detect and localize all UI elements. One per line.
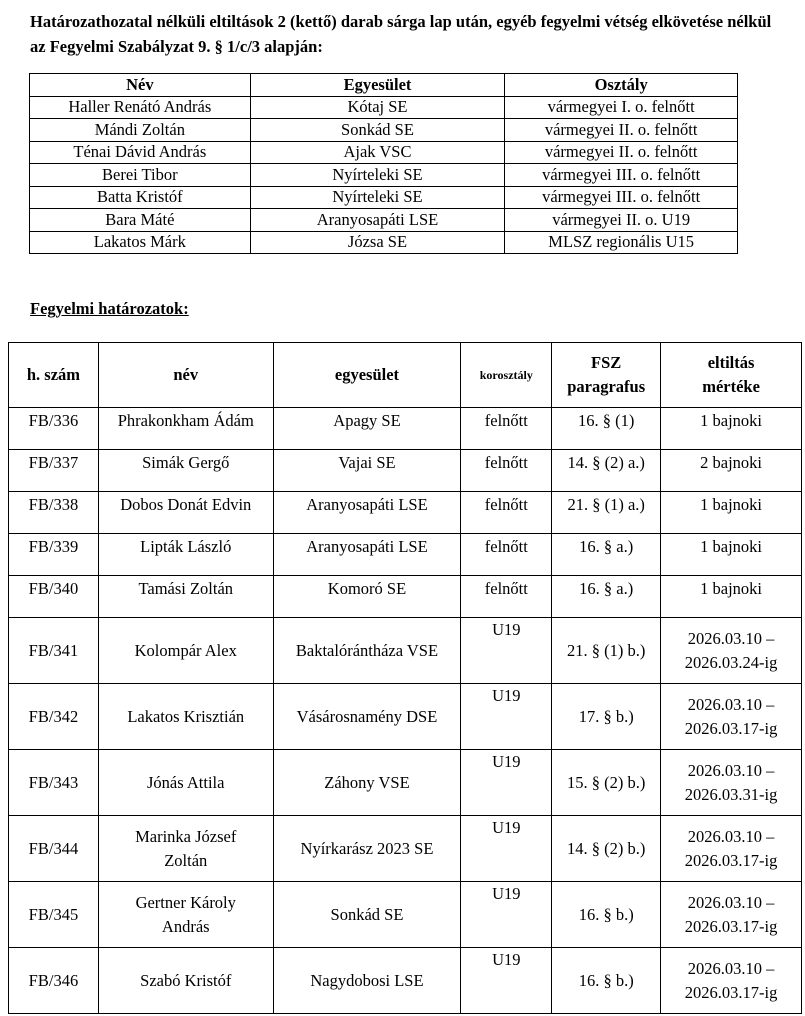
cell-age: felnőtt (461, 576, 552, 618)
table-row (9, 534, 802, 576)
col-club: egyesület (273, 343, 461, 408)
table-row (30, 209, 738, 232)
cell-ban: 2 bajnoki (661, 450, 802, 492)
cell-paragraph: 16. § b.) (552, 882, 661, 948)
cell-number: FB/345 (9, 882, 99, 948)
cell-ban: 2026.03.10 – 2026.03.31-ig (661, 750, 802, 816)
cell-age: U19 (461, 948, 552, 1014)
cell-ban: 1 bajnoki (661, 492, 802, 534)
cell-paragraph: 16. § (1) (552, 408, 661, 450)
cell-number: FB/344 (9, 816, 99, 882)
yellow-cell-club: Sonkád SE (250, 119, 505, 142)
cell-ban: 2026.03.10 – 2026.03.17-ig (661, 684, 802, 750)
table-row (9, 492, 802, 534)
yellow-cell-name: Mándi Zoltán (30, 119, 251, 142)
cell-age: U19 (461, 882, 552, 948)
cell-age: felnőtt (461, 450, 552, 492)
cell-club: Aranyosapáti LSE (273, 492, 461, 534)
yellow-cell-division: vármegyei II. o. felnőtt (505, 141, 738, 164)
col-paragraph: FSZ paragrafus (552, 343, 661, 408)
cell-ban: 2026.03.10 – 2026.03.24-ig (661, 618, 802, 684)
cell-number: FB/340 (9, 576, 99, 618)
table-row (9, 576, 802, 618)
cell-name: Jónás Attila (98, 750, 273, 816)
cell-club: Apagy SE (273, 408, 461, 450)
cell-number: FB/343 (9, 750, 99, 816)
cell-name: Tamási Zoltán (98, 576, 273, 618)
col-ban: eltiltás mértéke (661, 343, 802, 408)
cell-paragraph: 16. § a.) (552, 576, 661, 618)
table-row (30, 186, 738, 209)
yellow-cell-club: Nyírteleki SE (250, 164, 505, 187)
yellow-cell-club: Józsa SE (250, 231, 505, 254)
cell-name: Kolompár Alex (98, 618, 273, 684)
cell-name: Lakatos Krisztián (98, 684, 273, 750)
yellow-cell-division: vármegyei I. o. felnőtt (505, 96, 738, 119)
cell-number: FB/341 (9, 618, 99, 684)
cell-number: FB/338 (9, 492, 99, 534)
cell-number: FB/342 (9, 684, 99, 750)
cell-name: Phrakonkham Ádám (98, 408, 273, 450)
cell-club: Nyírkarász 2023 SE (273, 816, 461, 882)
cell-ban: 2026.03.10 – 2026.03.17-ig (661, 816, 802, 882)
cell-age: U19 (461, 684, 552, 750)
cell-name: Gertner Károly András (98, 882, 273, 948)
table-row (9, 450, 802, 492)
cell-ban: 1 bajnoki (661, 408, 802, 450)
cell-ban: 2026.03.10 – 2026.03.17-ig (661, 882, 802, 948)
cell-club: Aranyosapáti LSE (273, 534, 461, 576)
cell-club: Vásárosnamény DSE (273, 684, 461, 750)
yellow-table-header-row (30, 74, 738, 97)
cell-age: U19 (461, 750, 552, 816)
cell-paragraph: 17. § b.) (552, 684, 661, 750)
yellow-cell-division: vármegyei III. o. felnőtt (505, 186, 738, 209)
yellow-cell-name: Lakatos Márk (30, 231, 251, 254)
cell-paragraph: 14. § (2) b.) (552, 816, 661, 882)
yellow-cell-club: Aranyosapáti LSE (250, 209, 505, 232)
cell-paragraph: 21. § (1) b.) (552, 618, 661, 684)
cell-ban: 2026.03.10 – 2026.03.17-ig (661, 948, 802, 1014)
yellow-cell-club: Kótaj SE (250, 96, 505, 119)
cell-club: Vajai SE (273, 450, 461, 492)
yellow-cell-club: Nyírteleki SE (250, 186, 505, 209)
cell-club: Nagydobosi LSE (273, 948, 461, 1014)
cell-club: Baktalórántháza VSE (273, 618, 461, 684)
cell-age: U19 (461, 618, 552, 684)
cell-name: Simák Gergő (98, 450, 273, 492)
intro-heading: Határozathozatal nélküli eltiltások 2 (kettő) darab sárga lap után, egyéb fegyelmi vétség elkövetése nélkül az Fegyelmi Szabályzat 9. § 1/c/3 alapján: (30, 12, 772, 56)
table-row (30, 141, 738, 164)
yellow-col-division: Osztály (505, 74, 738, 97)
yellow-cell-club: Ajak VSC (250, 141, 505, 164)
yellow-col-name: Név (30, 74, 251, 97)
col-age: korosztály (461, 343, 552, 408)
cell-paragraph: 16. § a.) (552, 534, 661, 576)
yellow-cell-name: Ténai Dávid András (30, 141, 251, 164)
cell-age: felnőtt (461, 534, 552, 576)
cell-number: FB/346 (9, 948, 99, 1014)
table-row (9, 882, 802, 948)
cell-age: felnőtt (461, 408, 552, 450)
col-number: h. szám (9, 343, 99, 408)
yellow-cell-division: vármegyei II. o. felnőtt (505, 119, 738, 142)
yellow-col-club: Egyesület (250, 74, 505, 97)
table-row (9, 948, 802, 1014)
cell-club: Záhony VSE (273, 750, 461, 816)
cell-number: FB/336 (9, 408, 99, 450)
cell-name: Dobos Donát Edvin (98, 492, 273, 534)
cell-ban: 1 bajnoki (661, 534, 802, 576)
table-row (9, 618, 802, 684)
cell-ban: 1 bajnoki (661, 576, 802, 618)
table-row (9, 816, 802, 882)
yellow-cell-division: MLSZ regionális U15 (505, 231, 738, 254)
table-row (30, 231, 738, 254)
cell-name: Marinka József Zoltán (98, 816, 273, 882)
yellow-cell-name: Bara Máté (30, 209, 251, 232)
cell-paragraph: 21. § (1) a.) (552, 492, 661, 534)
table-row (9, 684, 802, 750)
yellow-cell-division: vármegyei II. o. U19 (505, 209, 738, 232)
cell-number: FB/339 (9, 534, 99, 576)
cell-paragraph: 16. § b.) (552, 948, 661, 1014)
cell-club: Komoró SE (273, 576, 461, 618)
yellow-cell-name: Haller Renátó András (30, 96, 251, 119)
cell-club: Sonkád SE (273, 882, 461, 948)
cell-paragraph: 15. § (2) b.) (552, 750, 661, 816)
cell-number: FB/337 (9, 450, 99, 492)
table-row (9, 408, 802, 450)
yellow-cell-name: Berei Tibor (30, 164, 251, 187)
cell-age: U19 (461, 816, 552, 882)
col-name: név (98, 343, 273, 408)
yellow-card-table (29, 73, 738, 254)
decisions-title: Fegyelmi határozatok: (30, 299, 189, 318)
table-row (30, 96, 738, 119)
decisions-table (8, 342, 802, 1014)
decisions-header-row (9, 343, 802, 408)
yellow-cell-name: Batta Kristóf (30, 186, 251, 209)
yellow-cell-division: vármegyei III. o. felnőtt (505, 164, 738, 187)
table-row (9, 750, 802, 816)
cell-paragraph: 14. § (2) a.) (552, 450, 661, 492)
cell-age: felnőtt (461, 492, 552, 534)
table-row (30, 119, 738, 142)
table-row (30, 164, 738, 187)
cell-name: Lipták László (98, 534, 273, 576)
cell-name: Szabó Kristóf (98, 948, 273, 1014)
